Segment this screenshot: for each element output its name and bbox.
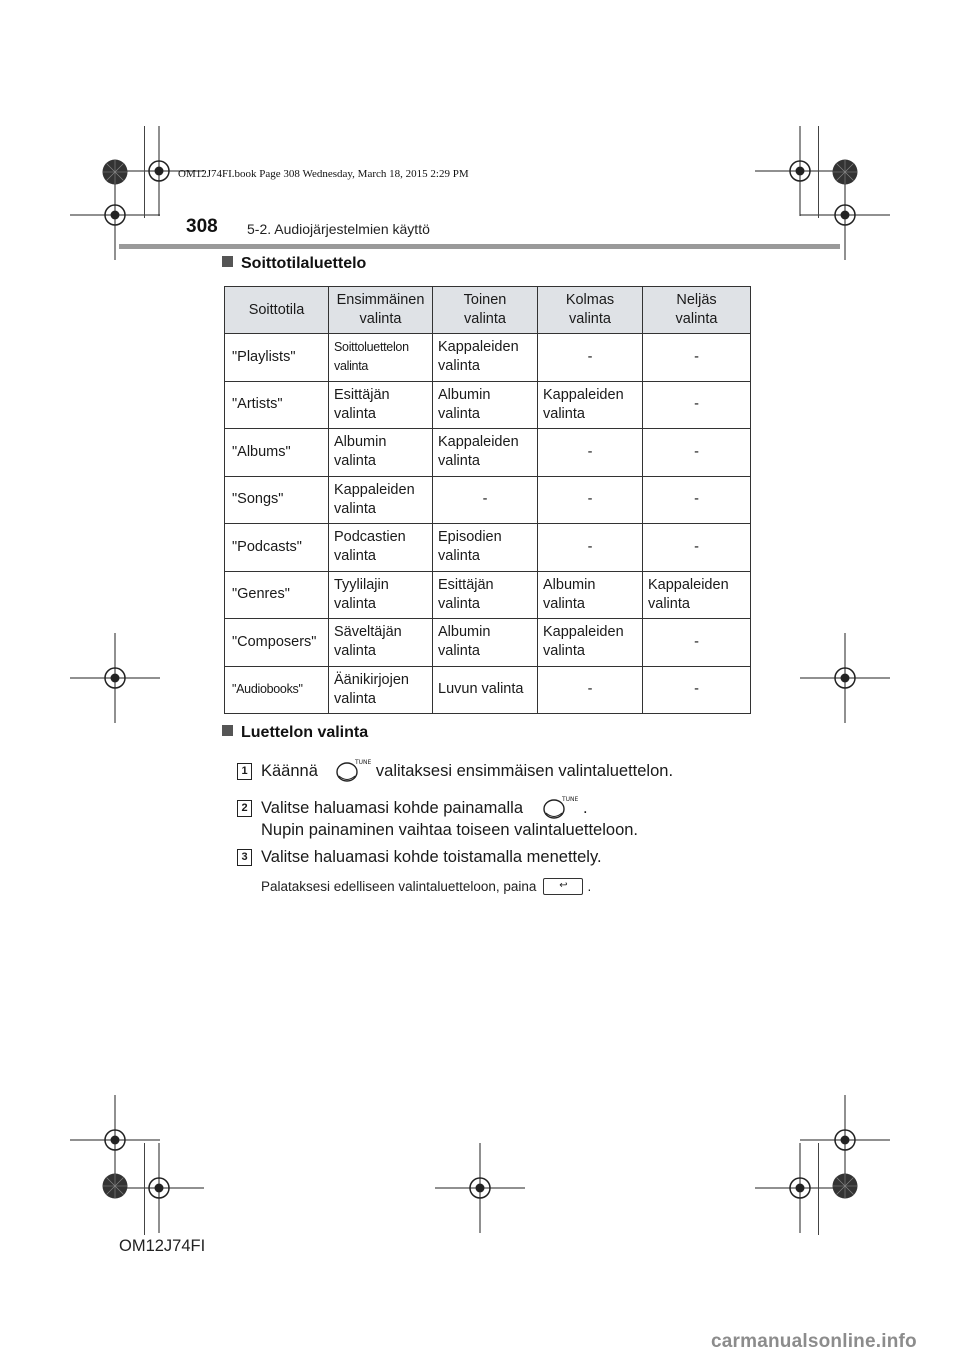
table-cell: Äänikirjojen valinta: [329, 666, 433, 714]
table-cell: -: [643, 381, 751, 429]
table-row: [225, 571, 751, 619]
bullet-square-icon: [222, 256, 233, 267]
print-header: OM12J74FI.book Page 308 Wednesday, March 18, 2015 2:29 PM: [178, 168, 469, 180]
table-cell: Albumin valinta: [538, 571, 643, 619]
table-header: Toinen valinta: [433, 287, 538, 334]
table-cell: "Audiobooks": [225, 666, 329, 714]
table-row: [225, 666, 751, 714]
svg-text:TUNE: TUNE: [354, 759, 372, 766]
sunburst-mark-icon: [102, 1173, 128, 1199]
table-cell: Episodien valinta: [433, 524, 538, 572]
table-cell: "Albums": [225, 429, 329, 477]
sunburst-mark-icon: [832, 159, 858, 185]
table-cell: "Artists": [225, 381, 329, 429]
table-cell: Albumin valinta: [433, 381, 538, 429]
table-cell: Säveltäjän valinta: [329, 619, 433, 667]
table-row: [225, 524, 751, 572]
tune-knob-icon: [537, 795, 579, 821]
back-button-icon: ↩: [543, 878, 583, 895]
table-cell: Podcastien valinta: [329, 524, 433, 572]
table-row: [225, 476, 751, 524]
table-cell: -: [538, 476, 643, 524]
table-cell: Kappaleiden valinta: [538, 619, 643, 667]
section-heading-play-modes: Soittotilaluettelo: [222, 255, 366, 273]
table-row: [225, 334, 751, 382]
bullet-square-icon: [222, 725, 233, 736]
tune-knob-icon: [330, 758, 372, 784]
table-cell: -: [433, 476, 538, 524]
table-cell: "Songs": [225, 476, 329, 524]
table-cell: Luvun valinta: [433, 666, 538, 714]
table-cell: -: [538, 524, 643, 572]
table-cell: "Genres": [225, 571, 329, 619]
sunburst-mark-icon: [832, 1173, 858, 1199]
table-cell: Kappaleiden valinta: [433, 334, 538, 382]
trim-line: [818, 126, 819, 218]
table-cell: -: [538, 429, 643, 477]
table-cell: Kappaleiden valinta: [538, 381, 643, 429]
table-cell: "Composers": [225, 619, 329, 667]
table-cell: "Podcasts": [225, 524, 329, 572]
trim-line: [144, 1143, 145, 1235]
step-2: 2 Valitse haluamasi kohde painamalla TUNE .: [237, 795, 588, 821]
table-cell: Esittäjän valinta: [433, 571, 538, 619]
table-row: [225, 619, 751, 667]
back-note: Palataksesi edelliseen valintaluetteloon, paina ↩ .: [261, 879, 592, 894]
watermark: carmanualsonline.info: [711, 1331, 917, 1352]
table-header: Kolmas valinta: [538, 287, 643, 334]
registration-mark-icon: [70, 633, 160, 723]
sunburst-mark-icon: [102, 159, 128, 185]
table-cell: Kappaleiden valinta: [329, 476, 433, 524]
table-cell: Albumin valinta: [329, 429, 433, 477]
step-3: 3 Valitse haluamasi kohde toistamalla menettely.: [237, 848, 602, 867]
table-cell: -: [643, 334, 751, 382]
registration-mark-icon: [800, 633, 890, 723]
table-cell: Kappaleiden valinta: [433, 429, 538, 477]
table-cell: -: [643, 666, 751, 714]
svg-text:TUNE: TUNE: [562, 796, 579, 803]
chapter-title: 5-2. Audiojärjestelmien käyttö: [247, 221, 430, 237]
play-mode-table: [224, 286, 751, 714]
table-row: [225, 381, 751, 429]
table-cell: Albumin valinta: [433, 619, 538, 667]
trim-line: [818, 1143, 819, 1235]
step-2-note: Nupin painaminen vaihtaa toiseen valintaluetteloon.: [261, 821, 639, 839]
table-cell: -: [643, 524, 751, 572]
table-header: Ensimmäinen valinta: [329, 287, 433, 334]
table-cell: "Playlists": [225, 334, 329, 382]
table-cell: -: [643, 429, 751, 477]
table-cell: Kappaleiden valinta: [643, 571, 751, 619]
table-cell: Tyylilajin valinta: [329, 571, 433, 619]
manual-code: OM12J74FI: [119, 1237, 206, 1255]
header-rule: [119, 244, 840, 249]
table-header-row: [225, 287, 751, 334]
trim-line: [144, 126, 145, 218]
table-header: Soittotila: [225, 287, 329, 334]
table-cell: Esittäjän valinta: [329, 381, 433, 429]
table-cell: Soittoluettelon valinta: [329, 334, 433, 382]
step-number-badge: 3: [237, 849, 252, 866]
section-heading-list-selection: Luettelon valinta: [222, 724, 368, 742]
table-cell: -: [538, 334, 643, 382]
registration-mark-icon: [435, 1143, 525, 1233]
step-number-badge: 1: [237, 763, 252, 780]
table-header: Neljäs valinta: [643, 287, 751, 334]
page-number: 308: [186, 216, 218, 237]
step-1: 1 Käännä TUNE valitaksesi ensimmäisen valintaluettelon.: [237, 758, 673, 784]
table-cell: -: [643, 619, 751, 667]
table-row: [225, 429, 751, 477]
step-number-badge: 2: [237, 800, 252, 817]
table-cell: -: [538, 666, 643, 714]
table-cell: -: [643, 476, 751, 524]
